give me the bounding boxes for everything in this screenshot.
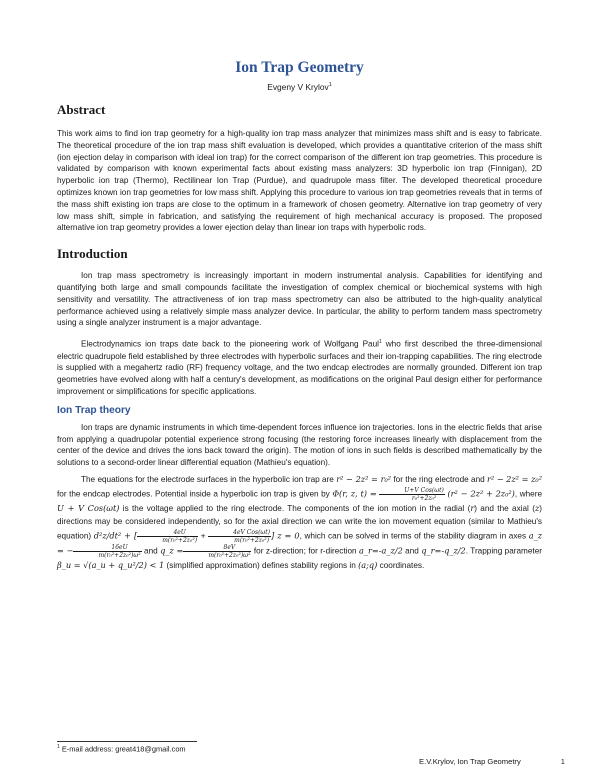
- theory-paragraph-2: The equations for the electrode surfaces in the hyperbolic ion trap are r² − 2z² = r₀² for the ring electrode and r² − 2z² = z₀² for the endcap electrodes. Potential inside a hyperbolic ion trap is given by Φ(r, z, t) = $\frac{\text{U+V Cos(ωt)}}{\text{r₀²+2z₀²}}$ (r² − 2z² + 2z₀²), where U + V Cos(ωt) is the voltage applied to the ring electrode. The components of the ion motion in the radial (r) and the axial (z) directions may be considered independently, so for the axial direction we can write the ion movement equation (similar to Mathieu's equation) d²z/dt² + [ $\frac{4eU}{\text{m(r₀²+2z₀²)}}$ + $\frac{\text{4eV Cos(ωt)}}{\text{m(r₀²+2z₀²)}}$ ] z = 0, which can be solved in terms of the stability diagram in axes a_z = − $\frac{16eU}{\text{m(r₀²+2z₀²)ω²}}$ and q_z = $\frac{8eV}{\text{m(r₀²+2z₀²)ω²}}$ for z-direction; for r-direction a_r=-a_z/2 and q_r=-q_z/2. Trapping parameter β_u = √(a_u + q_u²/2) < 1 (simplified approximation) defines stability regions in (a;q) coordinates.: [57, 474, 543, 570]
- page-number: 1: [560, 757, 565, 766]
- author-name: Evgeny V Krylov: [267, 81, 329, 92]
- fraction-potential: $\frac{\text{U+V Cos(ωt)}}{\text{r₀²+2z₀²}}$: [379, 487, 445, 502]
- author-line: [57, 79, 542, 91]
- abstract-text: This work aims to find ion trap geometry for a high-quality ion trap mass analyzer that minimizes mass shift and is easy to fabricate. The theoretical procedure of the ion trap mass shift evaluation is developed, which provides a quantitative criterion of the mass shift (ion ejection delay in comparison with ideal ion trap) for the correct comparison of the different ion trap geometries. This procedure is validated by comparison with known experimental facts about existing mass analyzers: 3D hyperbolic ion trap (Finnigan), 2D hyperbolic ion trap (Thermo), Rectilinear Ion Trap (Purdue), and quadrupole mass filter. The developed theoretical procedure optimizes known ion trap geometries for low mass shift. Applying this procedure to various ion trap geometries reveals that in terms of the mass shift existing ion traps are close to the optimum in a framework of chosen geometry. Alternative ion trap geometry of very low mass shift, simple in fabrication, and satisfying the requirement of high mechanical accuracy is proposed. The proposed alternative ion trap geometry provides a lower ejection delay than linear ion traps with hyperbolic rods.: [57, 129, 542, 233]
- footnote-email: E-mail address: great418@gmail.com: [59, 744, 186, 754]
- equation-voltage: U + V Cos(ωt): [57, 502, 120, 513]
- equation-qz: q_z =: [160, 545, 184, 556]
- paper-title: Ion Trap Geometry: [235, 59, 364, 76]
- intro-paragraph-2: Electrodynamics ion traps date back to the pioneering work of Wolfgang Paul$^1$ who first described the three-dimensional electric quadrupole field established by three electrodes with hyperbolic surfaces and their ion-trapping capabilities. The ring electrode is supplied with a megahertz radio (RF) frequency voltage, and the two endcap electrodes are normally grounded. Different ion trap geometries have evolved along with half a century's development, as modifications on the original Paul design either for performance improvement or simplifications for specific applications.: [57, 339, 542, 397]
- abstract-heading: Abstract: [57, 102, 106, 117]
- author-footnote-mark: 1: [328, 82, 332, 88]
- equation-beta: β_u = √(a_u + q_u²/2) < 1: [57, 559, 165, 570]
- equation-potential: Φ(r, z, t) =: [332, 488, 377, 499]
- footnote-rule: [57, 741, 197, 742]
- introduction-heading: Introduction: [57, 246, 128, 262]
- running-head: E.V.Krylov, Ion Trap Geometry: [419, 757, 521, 766]
- equation-mathieu: d²z/dt² + [: [93, 530, 138, 541]
- reference-mark: 1: [378, 339, 382, 346]
- equation-endcap-surface: 2z² = z₀²: [506, 474, 542, 485]
- paper-page: [57, 58, 542, 572]
- footnote: $^1$ E-mail address: great418@gmail.com: [57, 744, 186, 754]
- intro-paragraph-1: Ion trap mass spectrometry is increasingly important in modern instrumental analysis. Capabilities for identifying and quantifying both large and small compounds facilitate the investigation of complex chemical or biochemical systems with high sensitivity and versatility. The attractiveness of ion trap mass spectrometry can also be attributed to the high-quality analytical performance achieved using a relatively simple mass analyzer device. In particular, the ability to perform tandem mass spectrometry using a single analyzer instrument is a major advantage.: [57, 271, 542, 328]
- page-footer: [419, 757, 565, 766]
- theory-heading: Ion Trap theory: [57, 404, 131, 416]
- equation-az: a_z = −: [57, 530, 543, 556]
- theory-paragraph-1: Ion traps are dynamic instruments in which time-dependent forces influence ion trajectories. Ions in the electric fields that arise from applying a quadrupolar potential experience strong focusing (the restoring force increases linearly with displacement from the center of the device and drives the ions back toward the origin). The motion of ions in such fields is described mathematically by the solutions to a second-order linear differential equation (Mathieu's equation).: [57, 422, 542, 468]
- equation-ring-surface: r² − 2z² = r₀²: [336, 474, 392, 485]
